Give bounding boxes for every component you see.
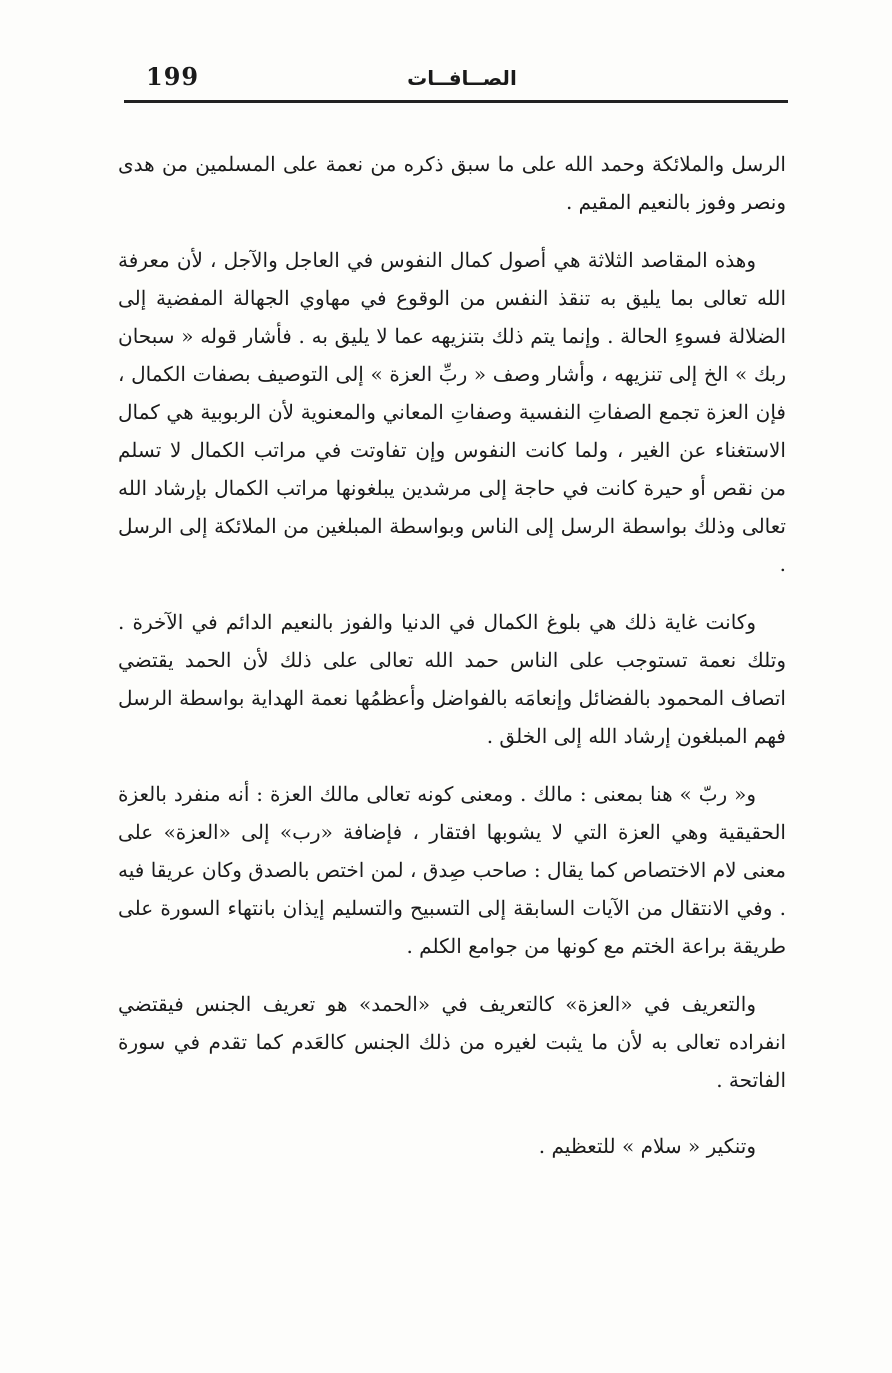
- paragraph-5: والتعريف في «العزة» كالتعريف في «الحمد» هو تعريف الجنس فيقتضي انفراده تعالى به لأن ما يثبت لغيره من ذلك الجنس كالعَدم كما تقدم في سورة الفاتحة .: [118, 992, 786, 1092]
- paragraph-6: وتنكير « سلام » للتعظيم .: [538, 1134, 756, 1158]
- page-body: [118, 145, 786, 1165]
- paragraph-1: الرسل والملائكة وحمد الله على ما سبق ذكره من نعمة على المسلمين من هدى ونصر وفوز بالنعيم المقيم .: [118, 152, 786, 214]
- paragraph-3: وكانت غاية ذلك هي بلوغ الكمال في الدنيا والفوز بالنعيم الدائم في الآخرة . وتلك نعمة تستوجب على الناس حمد الله تعالى على ذلك لأن الحمد يقتضي اتصاف المحمود بالفضائل وإنعامَه بالفواضل وأعظمُها نعمة الهداية بواسطة الرسل فهم المبلغون إرشاد الله إلى الخلق .: [118, 610, 786, 748]
- page-number: 199: [146, 62, 200, 91]
- paragraph-2: وهذه المقاصد الثلاثة هي أصول كمال النفوس في العاجل والآجل ، لأن معرفة الله تعالى بما يليق به تنقذ النفس من الوقوع في مهاوي الجهالة المفضية إلى الضلالة فسوءِ الحالة . وإنما يتم ذلك بتنزيهه عما لا يليق به . فأشار قوله « سبحان ربك » الخ إلى تنزيهه ، وأشار وصف « ربِّ العزة » إلى التوصيف بصفات الكمال ، فإن العزة تجمع الصفاتِ النفسية وصفاتِ المعاني والمعنوية لأن الربوبية هي كمال الاستغناء عن الغير ، ولما كانت النفوس وإن تفاوتت في مراتب الكمال لا تسلم من نقص أو حيرة كانت في حاجة إلى مرشدين يبلغونها مراتب الكمال بإرشاد الله تعالى وذلك بواسطة الرسل إلى الناس وبواسطة المبلغين من الملائكة إلى الرسل .: [118, 248, 786, 576]
- page-header: [124, 58, 788, 102]
- running-title: الصــافــات: [407, 66, 517, 90]
- header-divider: [124, 100, 788, 103]
- paragraph-4: و« ربّ » هنا بمعنى : مالك . ومعنى كونه تعالى مالك العزة : أنه منفرد بالعزة الحقيقية وهي العزة التي لا يشوبها افتقار ، فإضافة «رب» إلى «العزة» على معنى لام الاختصاص كما يقال : صاحب صِدق ، لمن اختص بالصدق وكان عريقا فيه . وفي الانتقال من الآيات السابقة إلى التسبيح والتسليم إيذان بانتهاء السورة على طريقة براعة الختم مع كونها من جوامع الكلم .: [118, 782, 786, 958]
